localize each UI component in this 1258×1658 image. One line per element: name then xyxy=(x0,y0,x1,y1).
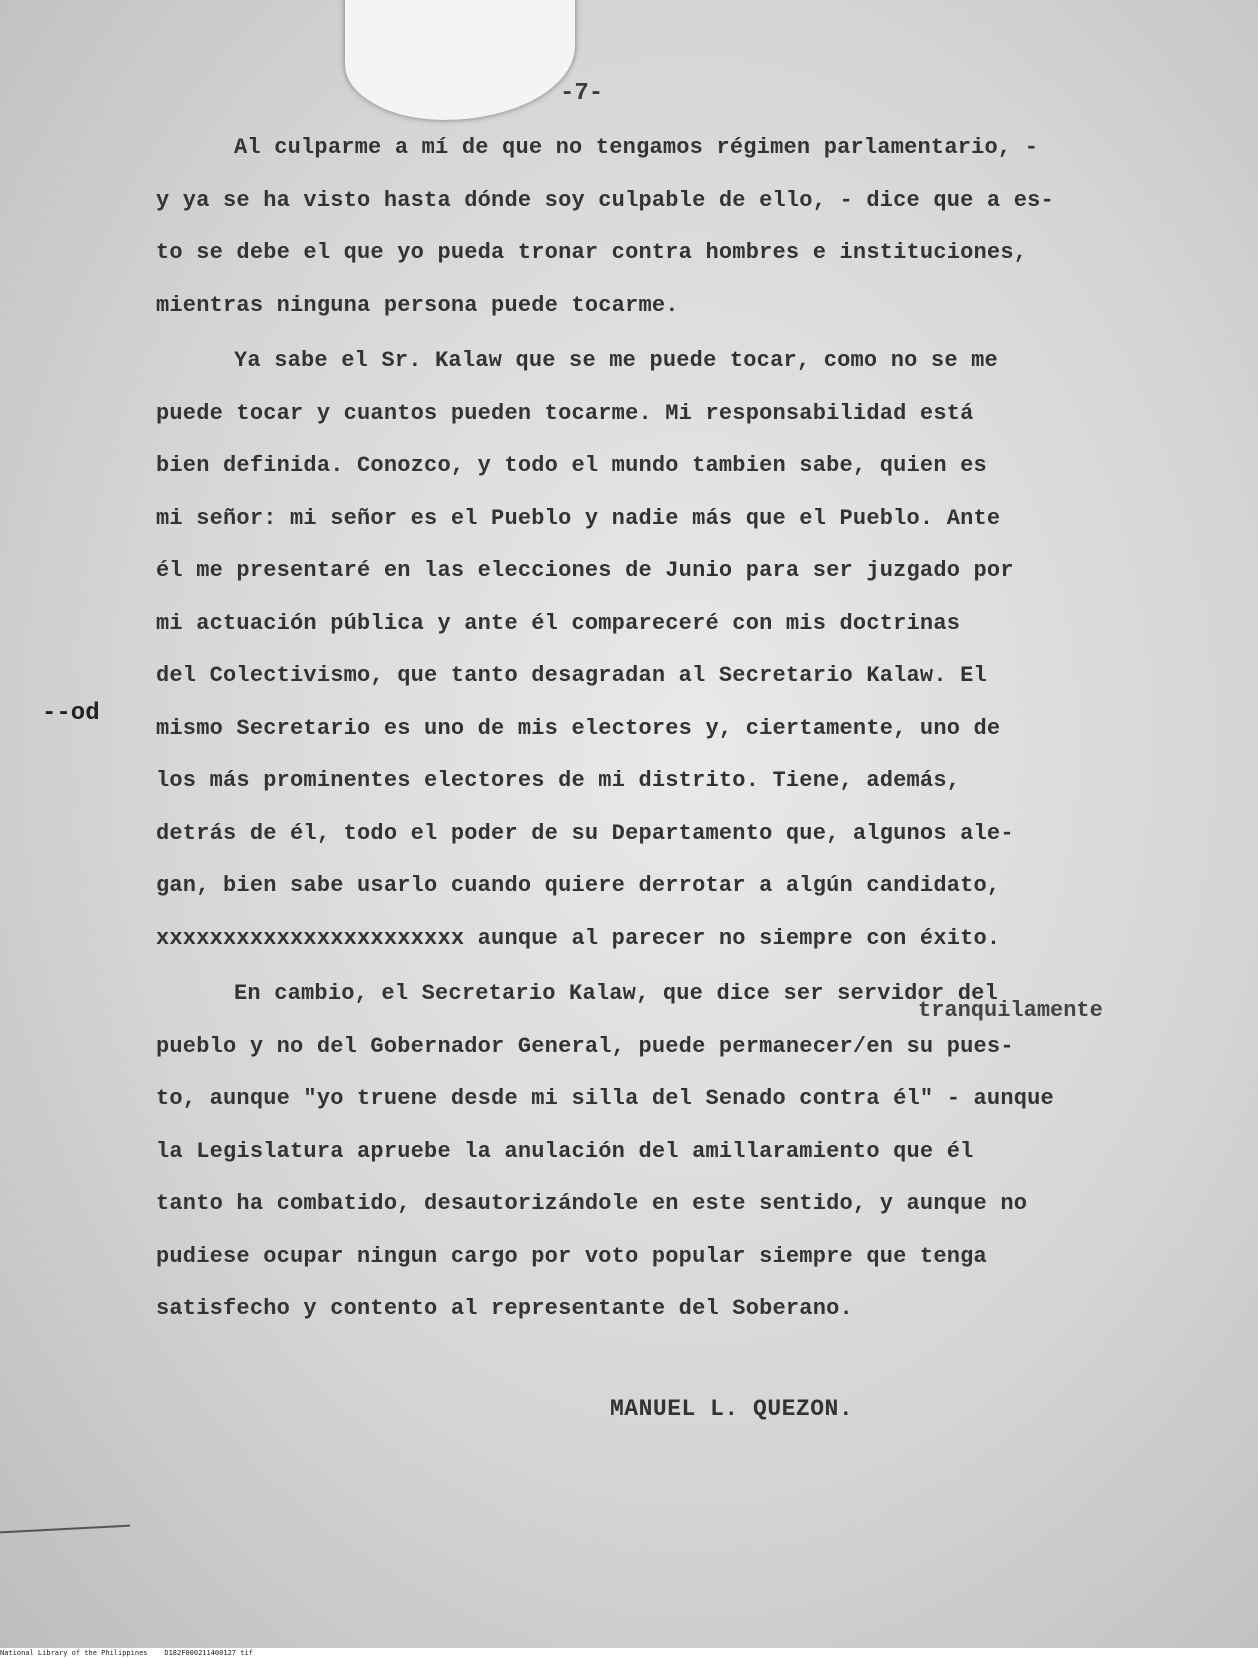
signature: MANUEL L. QUEZON. xyxy=(610,1396,854,1422)
paragraph-2 xyxy=(156,335,1236,965)
text-line: xxxxxxxxxxxxxxxxxxxxxxx aunque al parecer no siempre con éxito. xyxy=(156,925,1001,951)
text-line: Al culparme a mí de que no tengamos régimen parlamentario, - xyxy=(234,135,1039,160)
text-line: mi señor: mi señor es el Pueblo y nadie más que el Pueblo. Ante xyxy=(156,505,1001,531)
text-line: detrás de él, todo el poder de su Departamento que, algunos ale- xyxy=(156,820,1014,846)
text-line: tanto ha combatido, desautorizándole en este sentido, y aunque no xyxy=(156,1191,1028,1216)
text-line: y ya se ha visto hasta dónde soy culpable de ello, - dice que a es- xyxy=(156,187,1054,213)
text-line: mientras ninguna persona puede tocarme. xyxy=(156,292,679,318)
archive-footer: National Library of the Philippines D182F000211400127 tif xyxy=(0,1648,1258,1658)
text-line: él me presentaré en las elecciones de Junio para ser juzgado por xyxy=(156,558,1014,583)
torn-paper-stain xyxy=(345,0,575,120)
text-line: gan, bien sabe usarlo cuando quiere derrotar a algún candidato, xyxy=(156,873,1001,898)
text-line: mi actuación pública y ante él compareceré con mis doctrinas xyxy=(156,610,961,636)
handwritten-insert: tranquilamente xyxy=(918,998,1103,1023)
text-line: mismo Secretario es uno de mis electores y, ciertamente, uno de xyxy=(156,715,1001,741)
text-line: del Colectivismo, que tanto desagradan al Secretario Kalaw. El xyxy=(156,663,987,688)
text-line: bien definida. Conozco, y todo el mundo tambien sabe, quien es xyxy=(156,453,987,478)
page-number: -7- xyxy=(560,80,604,107)
text-line: la Legislatura apruebe la anulación del amillaramiento que él xyxy=(156,1138,974,1164)
margin-mark: --od xyxy=(42,700,100,727)
text-line: En cambio, el Secretario Kalaw, que dice ser servidor del xyxy=(234,981,998,1006)
text-line: puede tocar y cuantos pueden tocarme. Mi responsabilidad está xyxy=(156,400,974,426)
paragraph-3 xyxy=(156,968,1236,1336)
text-line: to se debe el que yo pueda tronar contra hombres e instituciones, xyxy=(156,240,1028,265)
text-line: Ya sabe el Sr. Kalaw que se me puede tocar, como no se me xyxy=(234,348,998,373)
text-line: pudiese ocupar ningun cargo por voto popular siempre que tenga xyxy=(156,1243,987,1269)
margin-stroke xyxy=(0,1525,130,1534)
text-line: to, aunque "yo truene desde mi silla del Senado contra él" - aunque xyxy=(156,1086,1054,1111)
paragraph-1 xyxy=(156,122,1236,332)
text-line: pueblo y no del Gobernador General, puede permanecer/en su pues- xyxy=(156,1033,1014,1059)
text-line: los más prominentes electores de mi distrito. Tiene, además, xyxy=(156,768,961,793)
text-line: satisfecho y contento al representante del Soberano. xyxy=(156,1296,853,1321)
